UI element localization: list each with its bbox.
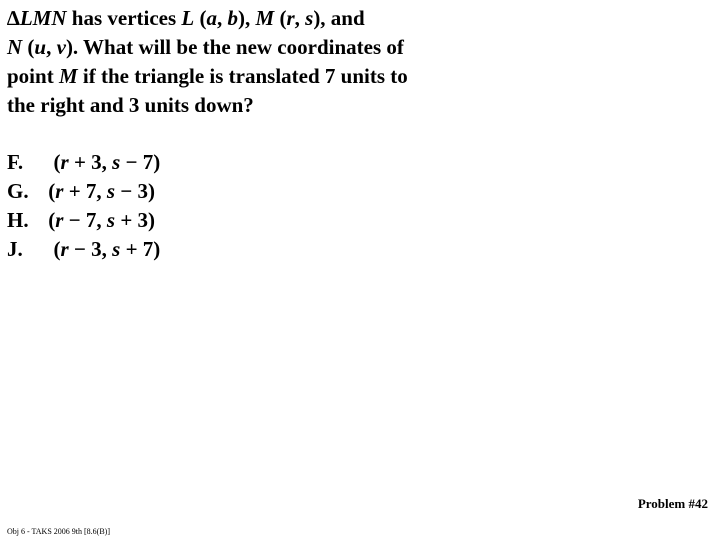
- question-fragment: if the triangle is translated 7 units to: [77, 64, 408, 88]
- vertex-m: M: [255, 6, 275, 30]
- question-fragment: ,: [46, 35, 57, 59]
- question-fragment: ),: [238, 6, 256, 30]
- choice-var: s: [106, 208, 116, 232]
- question-text: [7, 4, 707, 120]
- question-fragment: (: [274, 6, 287, 30]
- choice-fragment: − 7,: [63, 208, 107, 232]
- choice-var: s: [106, 179, 116, 203]
- choice-var: s: [112, 237, 121, 261]
- answer-choices: [7, 148, 160, 264]
- choice-g[interactable]: [7, 177, 160, 206]
- question-fragment: the right and 3 units down?: [7, 93, 254, 117]
- question-fragment: ), and: [313, 6, 365, 30]
- vertex-m: M: [58, 64, 78, 88]
- var-s: s: [305, 6, 314, 30]
- question-fragment: has vertices: [66, 6, 182, 30]
- choice-var: r: [60, 150, 69, 174]
- var-r: r: [286, 6, 295, 30]
- choice-j[interactable]: [7, 235, 160, 264]
- choice-letter: F.: [7, 150, 24, 174]
- vertex-l: L: [181, 6, 195, 30]
- choice-var: r: [55, 179, 64, 203]
- var-u: u: [34, 35, 47, 59]
- choice-fragment: (: [43, 150, 61, 174]
- question-fragment: ,: [217, 6, 228, 30]
- question-fragment: ). What will be the new coordinates of: [65, 35, 404, 59]
- choice-fragment: (: [43, 237, 61, 261]
- triangle-symbol: ∆: [7, 6, 20, 30]
- var-v: v: [56, 35, 66, 59]
- question-fragment: ,: [294, 6, 306, 30]
- var-b: b: [227, 6, 238, 30]
- choice-letter: G.: [7, 179, 29, 203]
- problem-number: Problem #42: [637, 496, 708, 511]
- choice-var: r: [55, 208, 64, 232]
- choice-letter: H.: [7, 208, 29, 232]
- choice-f[interactable]: [7, 148, 160, 177]
- choice-var: r: [60, 237, 69, 261]
- triangle-name: LMN: [19, 6, 67, 30]
- choice-fragment: + 7,: [63, 179, 107, 203]
- choice-var: s: [112, 150, 121, 174]
- footer-note: Obj 6 - TAKS 2006 9th [8.6(B)]: [7, 527, 110, 536]
- choice-fragment: + 7): [120, 237, 161, 261]
- choice-fragment: − 3): [115, 179, 156, 203]
- choice-letter: J.: [7, 237, 23, 261]
- choice-fragment: − 7): [120, 150, 161, 174]
- question-fragment: (: [22, 35, 35, 59]
- choice-fragment: (: [43, 179, 56, 203]
- vertex-n: N: [7, 35, 23, 59]
- question-fragment: point: [7, 64, 59, 88]
- choice-fragment: + 3,: [68, 150, 113, 174]
- var-a: a: [206, 6, 217, 30]
- choice-fragment: + 3): [115, 208, 156, 232]
- choice-fragment: (: [43, 208, 56, 232]
- choice-h[interactable]: [7, 206, 160, 235]
- question-fragment: (: [194, 6, 207, 30]
- choice-fragment: − 3,: [68, 237, 113, 261]
